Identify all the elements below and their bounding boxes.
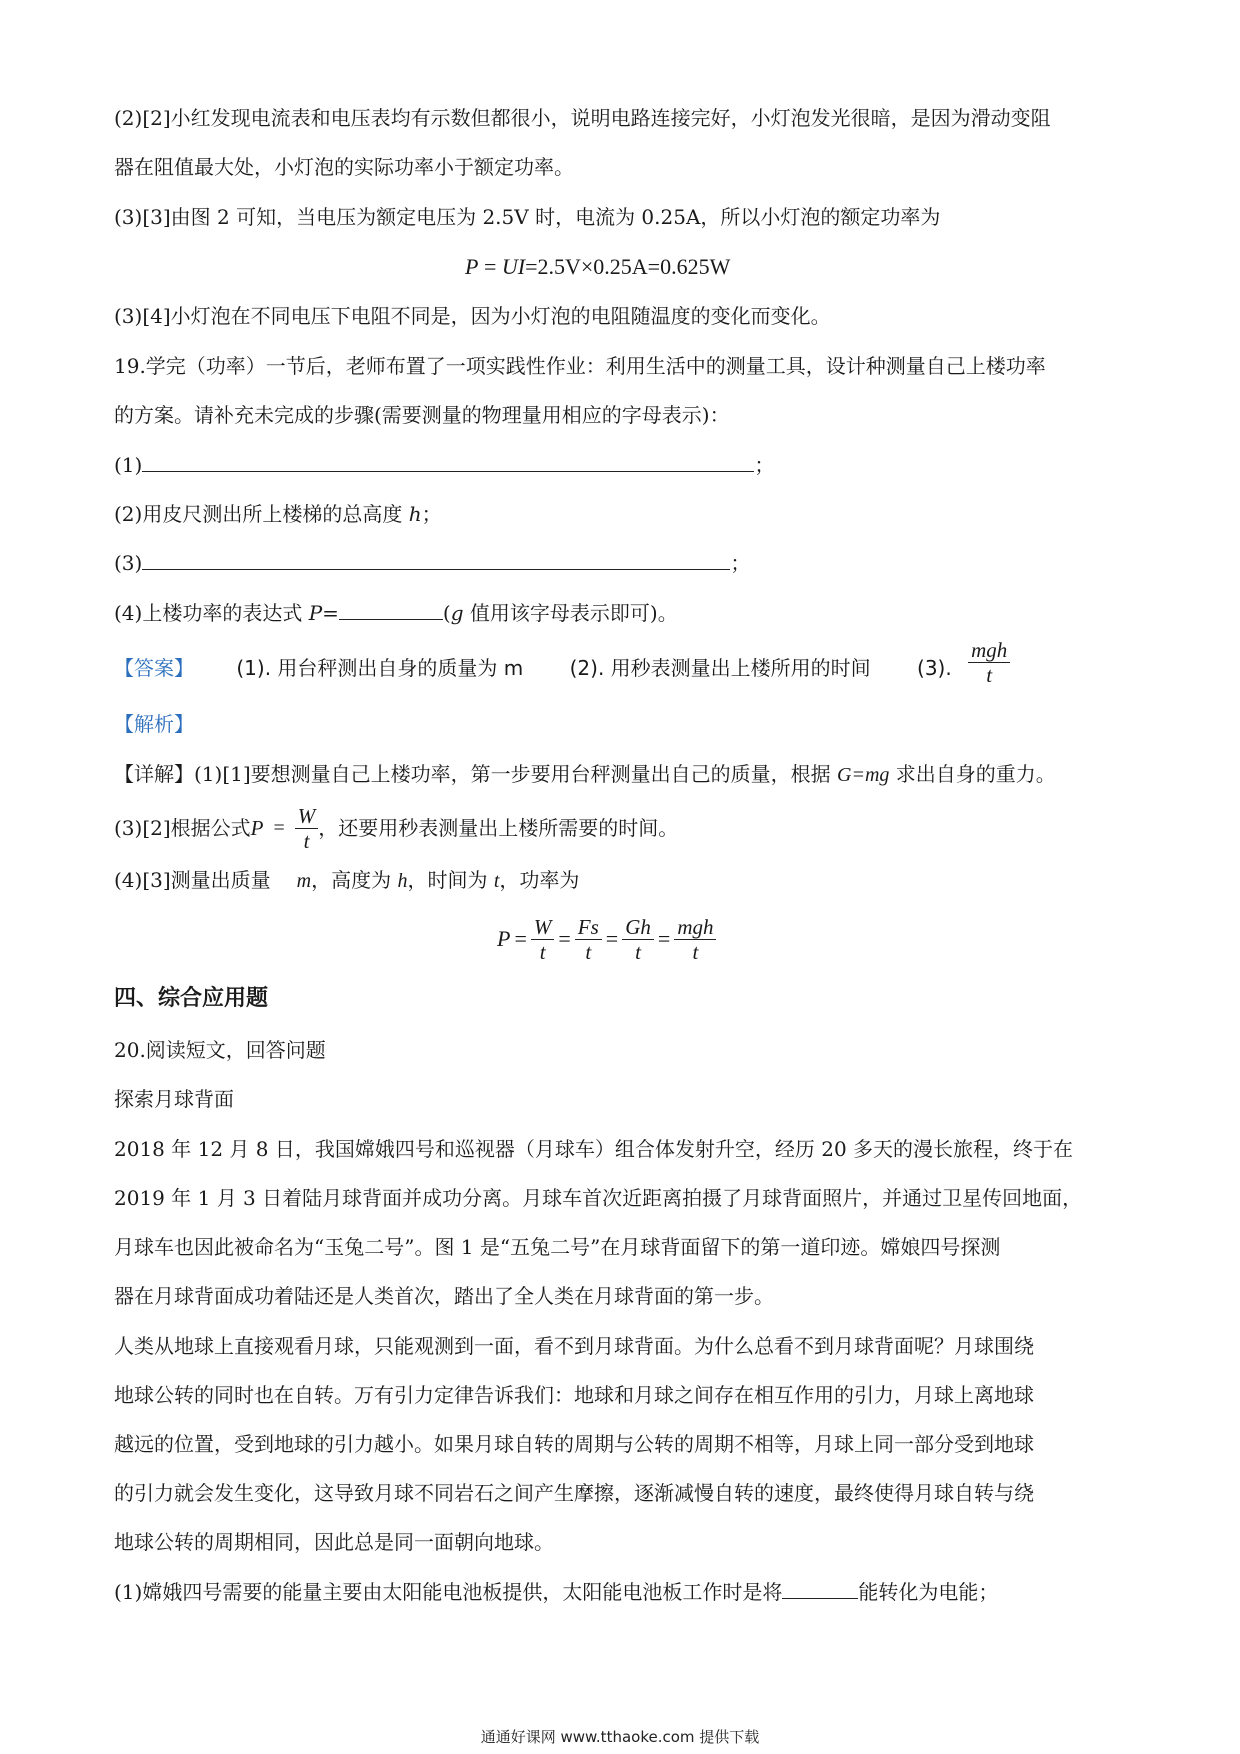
detail-line-1 bbox=[114, 760, 1056, 789]
eq-fraction-2 bbox=[575, 915, 602, 964]
detail-3-text: (4)[3]测量出质量 bbox=[114, 868, 271, 892]
answer-blank-20-1[interactable] bbox=[782, 1578, 858, 1599]
answer-3-fraction bbox=[968, 638, 1010, 687]
passage-line: 2018 年 12 月 8 日，我国嫦娥四号和巡视器（月球车）组合体发射升空，经历 20 多天的漫长旅程，终于在 bbox=[114, 1137, 1074, 1161]
formula-p: P bbox=[250, 816, 264, 840]
fraction-denominator: t bbox=[585, 939, 592, 964]
footer-watermark: 通通好课网 www.tthaoke.com 提供下载 bbox=[480, 1728, 760, 1746]
var-h: h bbox=[397, 870, 408, 892]
step-2-text: (2)用皮尺测出所上楼梯的总高度 bbox=[114, 502, 409, 526]
detail-1-text: 【详解】(1)[1]要想测量自己上楼功率，第一步要用台秤测量出自己的质量，根据 bbox=[114, 762, 838, 786]
step-2-end: ； bbox=[421, 502, 442, 526]
passage-line: 越远的位置，受到地球的引力越小。如果月球自转的周期与公转的周期不相等，月球上同一部分受到地球 bbox=[114, 1432, 1034, 1456]
step-4-eq: = bbox=[322, 601, 339, 625]
question-20-1 bbox=[114, 1578, 998, 1606]
answer-blank-1[interactable] bbox=[142, 451, 754, 472]
fraction-numerator: mgh bbox=[968, 638, 1010, 663]
power-equation: P = UI=2.5V×0.25A=0.625W bbox=[465, 254, 731, 279]
text-line: (3)[4]小灯泡在不同电压下电阻不同是，因为小灯泡的电阻随温度的变化而变化。 bbox=[114, 304, 831, 328]
detail-line-3 bbox=[114, 866, 579, 895]
eq-fraction-1 bbox=[531, 915, 555, 964]
eq-sign: = bbox=[657, 926, 671, 951]
step-3-end: ； bbox=[730, 551, 751, 575]
step-4-g: g bbox=[450, 601, 464, 625]
detail-3-c: ，功率为 bbox=[499, 868, 580, 892]
step-2 bbox=[114, 500, 442, 528]
eq-sign: = bbox=[558, 926, 571, 951]
question-20-title: 20.阅读短文，回答问题 bbox=[114, 1038, 326, 1062]
fraction-numerator: W bbox=[295, 804, 319, 829]
var-m: m bbox=[296, 870, 312, 892]
passage-line: 人类从地球上直接观看月球，只能观测到一面，看不到月球背面。为什么总看不到月球背面呢？月球围绕 bbox=[114, 1334, 1034, 1358]
passage-line: 2019 年 1 月 3 日着陆月球背面并成功分离。月球车首次近距离拍摄了月球背面照片，并通过卫星传回地面， bbox=[114, 1186, 1083, 1210]
step-3 bbox=[114, 549, 750, 577]
answer-blank-3[interactable] bbox=[142, 549, 730, 570]
step-4 bbox=[114, 599, 678, 627]
eq-fraction-4 bbox=[674, 915, 716, 964]
fraction-numerator: mgh bbox=[674, 915, 716, 940]
formula-eq: = bbox=[273, 817, 285, 839]
var-t: t bbox=[493, 870, 500, 892]
analysis-tag: 【解析】 bbox=[114, 712, 194, 736]
question-19-line: 的方案。请补充未完成的步骤(需要测量的物理量用相应的字母表示)： bbox=[114, 403, 730, 427]
passage-line: 器在月球背面成功着陆还是人类首次，踏出了全人类在月球背面的第一步。 bbox=[114, 1284, 774, 1308]
detail-3-b: ，时间为 bbox=[407, 868, 494, 892]
step-2-var: h bbox=[408, 502, 422, 526]
step-1-end: ； bbox=[754, 453, 775, 477]
power-derivation-equation bbox=[497, 908, 716, 970]
eq-sign: = bbox=[605, 926, 619, 951]
text-line: 器在阻值最大处，小灯泡的实际功率小于额定功率。 bbox=[114, 155, 574, 179]
fraction-denominator: t bbox=[635, 939, 641, 964]
answer-blank-4[interactable] bbox=[339, 599, 443, 620]
formula-fraction bbox=[295, 804, 319, 853]
answer-2: (2). 用秒表测量出上楼所用的时间 bbox=[569, 656, 871, 680]
text-line: (2)[2]小红发现电流表和电压表均有示数但都很小，说明电路连接完好，小灯泡发光很暗，是因为滑动变阻 bbox=[114, 106, 1051, 130]
step-1-label: (1) bbox=[114, 453, 143, 477]
fraction-denominator: t bbox=[539, 939, 546, 964]
step-4-tail: 值用该字母表示即可)。 bbox=[463, 601, 678, 625]
fraction-numerator: W bbox=[531, 915, 555, 940]
eq-var-p: P bbox=[465, 254, 479, 279]
answer-line bbox=[114, 638, 1010, 687]
step-3-label: (3) bbox=[114, 551, 143, 575]
passage-line: 地球公转的同时也在自转。万有引力定律告诉我们：地球和月球之间存在相互作用的引力，月球上离地球 bbox=[114, 1383, 1034, 1407]
step-4-paren: ( bbox=[442, 601, 451, 625]
question-20-1-text: (1)嫦娥四号需要的能量主要由太阳能电池板提供，太阳能电池板工作时是将 bbox=[114, 1580, 783, 1604]
passage-line: 地球公转的周期相同，因此总是同一面朝向地球。 bbox=[114, 1530, 554, 1554]
passage-line: 月球车也因此被命名为“玉兔二号”。图 1 是“五兔二号”在月球背面留下的第一道印迹。嫦娘四号探测 bbox=[114, 1235, 1001, 1259]
text-line: (3)[3]由图 2 可知，当电压为额定电压为 2.5V 时，电流为 0.25A，所以小灯泡的额定功率为 bbox=[114, 205, 941, 229]
eq-var-p: P bbox=[497, 926, 511, 951]
question-20-1-tail: 能转化为电能； bbox=[858, 1580, 999, 1604]
fraction-denominator: t bbox=[303, 828, 310, 853]
passage-title: 探索月球背面 bbox=[114, 1087, 234, 1111]
detail-line-2 bbox=[114, 803, 679, 853]
detail-3-a: ，高度为 bbox=[311, 868, 398, 892]
eq-var-ui: UI bbox=[501, 254, 526, 279]
fraction-numerator: Gh bbox=[622, 915, 654, 940]
eq-sign: = bbox=[514, 926, 527, 951]
fraction-denominator: t bbox=[986, 663, 993, 687]
detail-2-tail: ，还要用秒表测量出上楼所需要的时间。 bbox=[318, 816, 679, 840]
section-title: 四、综合应用题 bbox=[114, 986, 269, 1011]
step-4-var: P bbox=[308, 601, 323, 625]
fraction-denominator: t bbox=[692, 939, 699, 964]
question-19-line: 19.学完（功率）一节后，老师布置了一项实践性作业：利用生活中的测量工具，设计种测量自己上楼功率 bbox=[114, 354, 1046, 378]
step-4-text: (4)上楼功率的表达式 bbox=[114, 601, 309, 625]
passage-line: 的引力就会发生变化，这导致月球不同岩石之间产生摩擦，逐渐减慢自转的速度，最终使得月球自转与绕 bbox=[114, 1481, 1034, 1505]
formula-g-mg: G=mg bbox=[837, 764, 890, 786]
answer-3-label: (3). bbox=[917, 656, 952, 680]
eq-rhs: =2.5V×0.25A=0.625W bbox=[525, 254, 731, 279]
answer-tag: 【答案】 bbox=[114, 656, 194, 680]
detail-2-text: (3)[2]根据公式 bbox=[114, 816, 251, 840]
detail-1-tail: 求出自身的重力。 bbox=[889, 762, 1056, 786]
answer-1: (1). 用台秤测出自身的质量为 m bbox=[236, 656, 524, 680]
step-1 bbox=[114, 451, 774, 479]
eq-fraction-3 bbox=[622, 915, 654, 964]
fraction-numerator: Fs bbox=[575, 915, 602, 940]
